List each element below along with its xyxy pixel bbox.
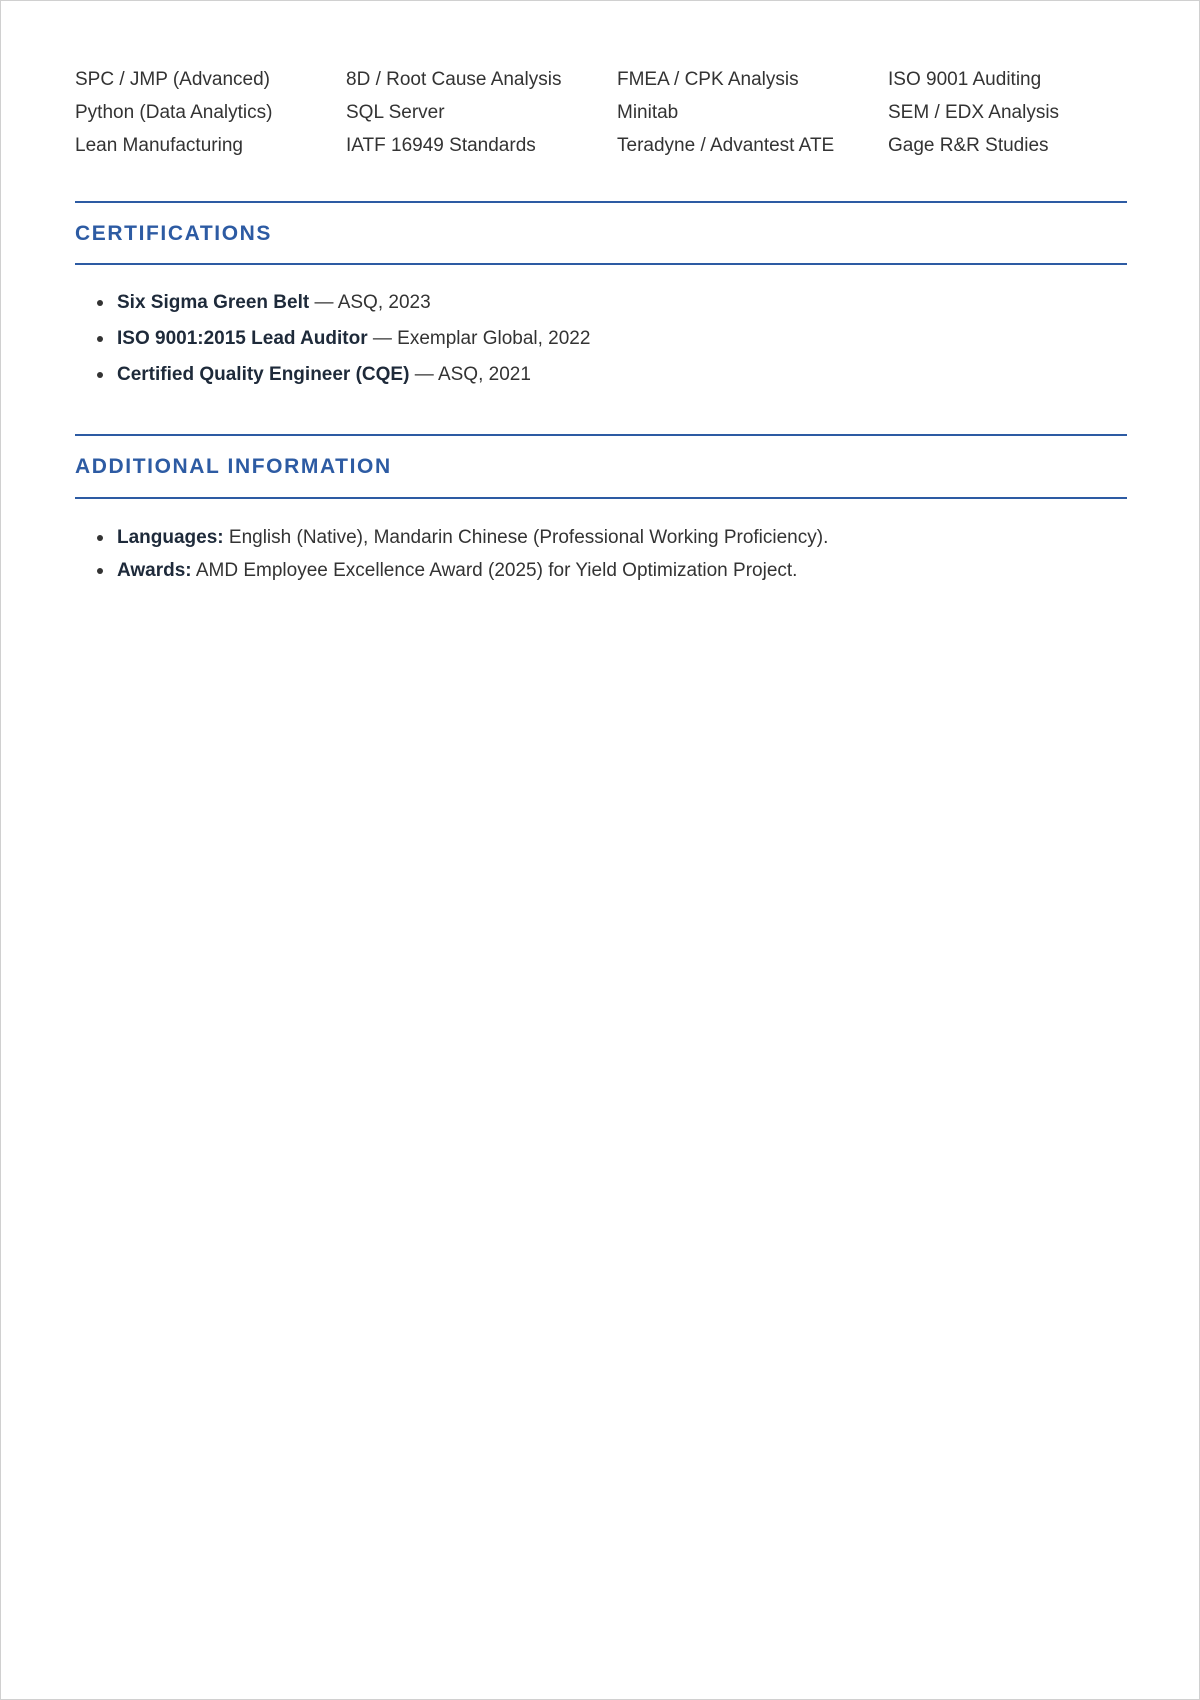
bullet-icon	[97, 568, 103, 574]
skill-item: IATF 16949 Standards	[346, 135, 536, 156]
certification-detail: — Exemplar Global, 2022	[367, 328, 591, 349]
list-item	[75, 554, 828, 587]
section-divider	[75, 263, 1127, 265]
skill-item: FMEA / CPK Analysis	[617, 69, 799, 90]
section-divider	[75, 434, 1127, 436]
list-item	[75, 521, 828, 554]
list-item	[75, 285, 590, 321]
skill-item: Gage R&R Studies	[888, 135, 1049, 156]
bullet-icon	[97, 372, 103, 378]
certification-name: Six Sigma Green Belt	[117, 292, 310, 313]
section-divider	[75, 497, 1127, 499]
skill-item: Teradyne / Advantest ATE	[617, 135, 835, 156]
section-divider	[75, 201, 1127, 203]
info-label: Languages:	[117, 527, 224, 548]
info-text: AMD Employee Excellence Award (2025) for Yield Optimization Project.	[191, 560, 798, 581]
list-item	[75, 321, 590, 357]
info-label: Awards:	[117, 560, 192, 581]
skill-item: ISO 9001 Auditing	[888, 69, 1042, 90]
skill-item: 8D / Root Cause Analysis	[346, 69, 562, 90]
info-text: English (Native), Mandarin Chinese (Professional Working Proficiency).	[223, 527, 829, 548]
skill-item: Python (Data Analytics)	[75, 102, 273, 123]
bullet-icon	[97, 336, 103, 342]
certifications-heading: CERTIFICATIONS	[75, 222, 273, 245]
skills-grid	[75, 63, 1127, 162]
certification-detail: — ASQ, 2023	[309, 292, 431, 313]
additional-information-list	[75, 521, 828, 587]
skill-item: SQL Server	[346, 102, 445, 123]
skill-item: SEM / EDX Analysis	[888, 102, 1060, 123]
skill-item: Minitab	[617, 102, 679, 123]
bullet-icon	[97, 535, 103, 541]
list-item	[75, 357, 590, 393]
certification-name: Certified Quality Engineer (CQE)	[117, 364, 410, 385]
certification-detail: — ASQ, 2021	[409, 364, 531, 385]
certification-name: ISO 9001:2015 Lead Auditor	[117, 328, 368, 349]
skill-item: SPC / JMP (Advanced)	[75, 69, 271, 90]
additional-information-heading: ADDITIONAL INFORMATION	[75, 455, 392, 478]
skill-item: Lean Manufacturing	[75, 135, 243, 156]
bullet-icon	[97, 300, 103, 306]
certifications-list	[75, 285, 590, 393]
